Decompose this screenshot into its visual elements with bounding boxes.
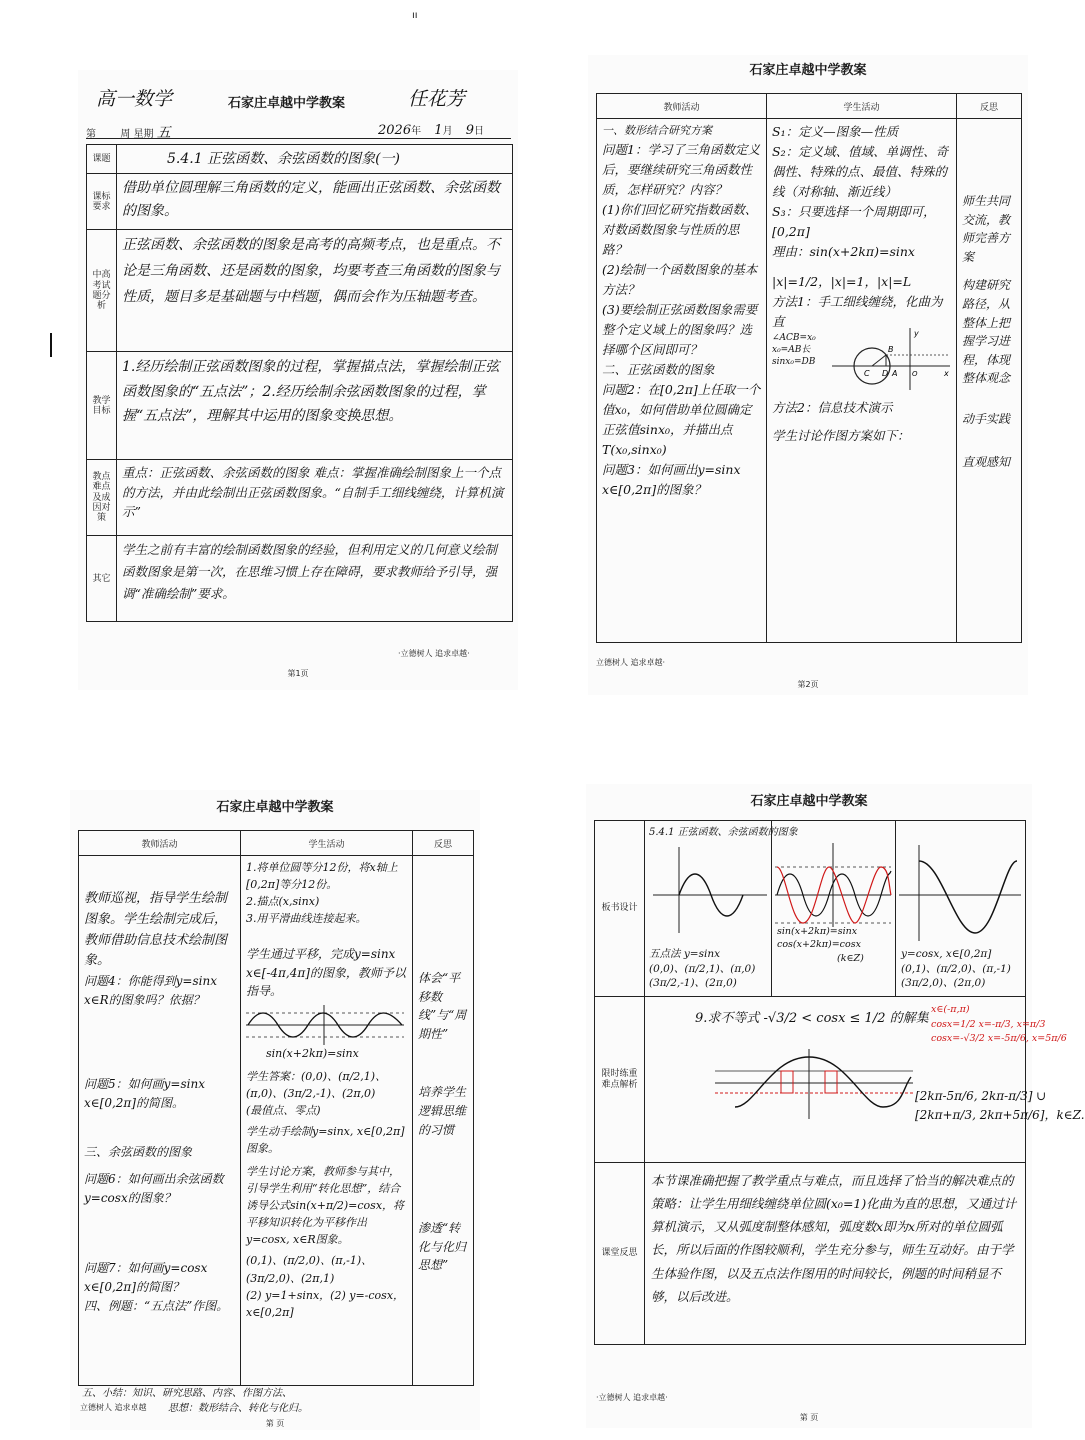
- row-label: 教学目标: [87, 352, 117, 460]
- text-line: (3π/2,-1)、(2π,0): [649, 977, 737, 990]
- table-header-row: [79, 831, 474, 856]
- exam-analysis-cell: 正弦函数、余弦函数的图象是高考的高频考点，也是重点。不论是三角函数、还是函数的图象，均要考查三角函数的图象与性质，题目多是基础题与中档题，偶而会作为压轴题考查。: [117, 230, 513, 352]
- label-c: C: [864, 369, 870, 378]
- day-label: 日: [474, 126, 485, 137]
- text-line: sinx₀=DB: [772, 357, 816, 368]
- table-row: [595, 997, 1026, 1163]
- cos-curve: [735, 1057, 911, 1107]
- unit-circle-figure: [772, 329, 951, 398]
- label-x: x: [944, 369, 949, 378]
- text-line: 学生通过平移，完成y=sinx x∈[-4π,4π]的图象，教师予以指导。: [246, 947, 406, 999]
- text-line: 体会“平移数线”与“周期性”: [418, 971, 467, 1041]
- school-title: 石家庄卓越中学教案: [749, 63, 867, 78]
- table-row: [87, 174, 513, 230]
- text-line: (最值点、零点): [246, 1104, 321, 1118]
- text-line: x∈(-π,π): [931, 1004, 970, 1015]
- col-header: 反思: [957, 94, 1022, 119]
- row-label: 板书设计: [595, 821, 645, 997]
- col-header: 反思: [413, 831, 474, 856]
- table-row: [595, 1163, 1026, 1345]
- table-row: [595, 821, 1026, 997]
- solution-region: [825, 1071, 837, 1093]
- text-line: 问题7：如何画y=cosx x∈[0,2π]的简图？: [84, 1260, 208, 1294]
- board-cell: [645, 821, 1026, 997]
- text-line: sin(x+2kπ)=sinx: [777, 926, 858, 937]
- text-line: (0,1)、(π/2,0)、(π,-1)、(3π/2,0)、(2π,1): [246, 1254, 373, 1285]
- text-line: 五点法 y=sinx: [649, 948, 720, 960]
- row-label: 限时练重难点解析: [595, 997, 645, 1163]
- class-reflection-cell: 本节课准确把握了教学重点与难点，而且选择了恰当的解决难点的策略：让学生用细线缠绕单位圆(x₀=1)化曲为直的思想，又通过计算机演示，又从弧度制整体感知，弧度数x即为x所对的单位圆弧长，所以后面的作图较顺利，学生充分参与，师生互动好。由于学生体验作图，以及五点法作图用的时间较长，例题的时间稍显不够，以后改进。: [645, 1163, 1026, 1345]
- col-header: 教师活动: [597, 94, 767, 119]
- reflection-cell: [957, 119, 1022, 643]
- label-b: B: [888, 345, 894, 354]
- teacher-activity-cell: [79, 856, 241, 1386]
- other-cell: 学生之前有丰富的绘制函数图象的经验，但利用定义的几何意义绘制函数图象是第一次，在思维习惯上存在障碍，要求教师给予引导，强调“准确绘制”要求。: [117, 536, 513, 622]
- week-prefix: 第: [86, 129, 96, 140]
- page-number: 第 页: [265, 1419, 285, 1428]
- table-row: [87, 145, 513, 174]
- text-line: (2) y=1+sinx，(2) y=-cosx，x∈[0,2π]: [246, 1288, 405, 1319]
- text-line: [2kπ+π/3, 2kπ+5π/6]，k∈Z.: [915, 1108, 1085, 1123]
- school-title: 石家庄卓越中学教案: [216, 800, 334, 815]
- table-row: [87, 352, 513, 460]
- text-line: [2kπ-5π/6, 2kπ-π/3] ∪: [915, 1089, 1047, 1103]
- cos-curve: [919, 861, 1017, 933]
- lesson-plan-page-3: [70, 790, 480, 1430]
- lesson-plan-page-1: [78, 70, 518, 690]
- row-label: 课标要求: [87, 174, 117, 230]
- month-label: 月: [442, 126, 453, 137]
- text-line: ∠ACB=x₀: [772, 333, 816, 343]
- school-title: 石家庄卓越中学教案: [750, 794, 868, 809]
- year: 2026: [378, 123, 412, 138]
- year-label: 年: [411, 126, 422, 137]
- col-header: 教师活动: [79, 831, 241, 856]
- text-line: 2.描点(x,sinx): [246, 895, 320, 909]
- table-row: [87, 460, 513, 536]
- student-activity-cell: [767, 119, 957, 643]
- label-a: A: [892, 369, 898, 378]
- footer-motto: ·立德树人 追求卓越·: [398, 649, 470, 658]
- text-line: cosx=1/2 x=-π/3, x=π/3: [931, 1018, 1046, 1030]
- text-line: y=cosx, x∈[0,2π]: [901, 948, 992, 960]
- activity-table: [596, 93, 1022, 643]
- text-line: 学生讨论方案，教师参与其中，引导学生利用“转化思想”，结合诱导公式sin(x+π/2)=cosx，将平移知识转化为平移作出y=cosx, x∈R图象。: [246, 1165, 405, 1247]
- summary-line: 五、小结：知识、研究思路、内容、作图方法、: [82, 1388, 292, 1399]
- teacher-activity-cell: [597, 119, 767, 643]
- board-mid-notes: [777, 925, 864, 965]
- text-line: (3π/2,0)、(2π,0): [901, 977, 986, 990]
- label-o: O: [912, 370, 918, 378]
- text-line: (1)你们回忆研究指数函数、对数函数图象与性质的思路？: [602, 201, 758, 257]
- text-line: 问题2：在[0,2π]上任取一个值x₀，如何借助单位圆确定正弦值sinx₀，并描出点T(x₀,sinx₀): [602, 381, 761, 457]
- lesson-plan-page-2: [588, 55, 1028, 695]
- text-line: 学生答案：(0,0)、(π/2,1)、(π,0)、(3π/2,-1)、(2π,0): [246, 1070, 387, 1101]
- text-line: 问题5：如何画y=sinx x∈[0,2π]的简图。: [84, 1076, 205, 1110]
- text-line: 3.用平滑曲线连接起来。: [246, 912, 367, 926]
- unit-circle-diagram: [832, 326, 952, 392]
- text-line: S₃：只要选择一个周期即可，[0,2π]: [772, 204, 936, 239]
- lesson-plan-page-4: [586, 784, 1085, 1428]
- text-line: 问题4：你能得到y=sinx x∈R的图象吗？依据？: [84, 974, 217, 1008]
- week-mid: 周 星期: [120, 129, 154, 140]
- text-line: sin(x+2kπ)=sinx: [266, 1046, 359, 1060]
- board-right-notes: [901, 947, 1011, 991]
- board-title: 5.4.1 正弦函数、余弦函数的图象: [649, 827, 798, 838]
- text-line: 方法2：信息技术演示: [772, 400, 893, 415]
- table-row: [87, 230, 513, 352]
- scan-edge-mark: [50, 333, 52, 357]
- row-label: 其它: [87, 536, 117, 622]
- text-line: 问题1：学习了三角函数定义后，要继续研究三角函数性质，怎样研究？内容？: [602, 141, 760, 197]
- text-line: 师生共同交流，教师完善方案: [962, 194, 1011, 264]
- text-line: (3)要绘制正弦函数图象需要整个定义域上的图象吗？选择哪个区间即可？: [602, 301, 758, 357]
- text-line: x₀=AB长: [772, 345, 811, 356]
- table-row: [79, 856, 474, 1386]
- col-header: 学生活动: [767, 94, 957, 119]
- text-line: 构建研究路径，从整体上把握学习进程，体现整体观念: [962, 278, 1011, 386]
- practice-cell: [645, 997, 1085, 1163]
- topic-cell: 5.4.1 正弦函数、余弦函数的图象(一): [117, 145, 513, 174]
- text-line: 问题6：如何画出余弦函数y=cosx的图象？: [84, 1172, 224, 1206]
- footer-motto: ·立德树人 追求卓越·: [596, 1393, 668, 1402]
- text-line: (0,0)、(π/2,1)、(π,0): [649, 962, 756, 975]
- page-number: 第2页: [797, 680, 819, 689]
- text-line: 1.将单位圆等分12份，将x轴上[0,2π]等分12份。: [246, 861, 398, 892]
- practice-question: 9.求不等式 -√3/2 < cosx ≤ 1/2 的解集: [695, 1011, 929, 1026]
- text-line: 方法1：手工细线缠绕，化曲为直: [772, 294, 943, 329]
- footer-motto: 立德树人 追求卓越: [80, 1403, 147, 1412]
- weekday: 五: [156, 125, 171, 141]
- text-line: S₁：定义—图象—性质: [772, 124, 899, 139]
- col-header: 学生活动: [241, 831, 413, 856]
- key-points-cell: 重点：正弦函数、余弦函数的图象 难点：掌握准确绘制图象上一个点的方法，并由此绘制出正弦函数图象。“自制手工细线缠绕，计算机演示”: [117, 460, 513, 536]
- reflection-cell: [413, 856, 474, 1386]
- goals-cell: 1.经历绘制正弦函数图象的过程，掌握描点法，掌握绘制正弦函数图象的“五点法”；2.经历绘制余弦函数图象的过程，掌握“五点法”，理解其中运用的图象变换思想。: [117, 352, 513, 460]
- practice-graph: [715, 1047, 915, 1121]
- text-line: cos(x+2kπ)=cosx: [777, 939, 861, 951]
- standard-cell: 借助单位圆理解三角函数的定义，能画出正弦函数、余弦函数的图象。: [117, 174, 513, 230]
- summary-thought: 思想：数形结合、转化与化归。: [168, 1403, 308, 1414]
- text-line: 四、例题：“五点法”作图。: [84, 1298, 229, 1313]
- text-line: 渗透“转化与化归思想”: [418, 1221, 467, 1273]
- text-line: 动手实践: [962, 411, 1011, 426]
- text-line: (k∈Z): [837, 952, 864, 964]
- row-label: 课题: [87, 145, 117, 174]
- text-line: 三、余弦函数的图象: [84, 1144, 193, 1159]
- board-left-notes: [649, 947, 755, 991]
- solution-region: [781, 1071, 793, 1093]
- day: 9: [465, 123, 475, 138]
- table-row: [87, 536, 513, 622]
- table-row: [597, 119, 1022, 643]
- activity-table: [78, 830, 474, 1386]
- text-line: |x|=1/2，|x|=1，|x|=L: [772, 274, 912, 289]
- row-label: 教点难点及成因对策: [87, 460, 117, 536]
- text-line: (0,1)、(π/2,0)、(π,-1): [901, 962, 1011, 975]
- page-number: 第1页: [287, 669, 309, 678]
- date-line: [86, 122, 511, 139]
- label-y: y: [914, 329, 919, 338]
- text-line: 理由：sin(x+2kπ)=sinx: [772, 244, 915, 259]
- practice-answer: [915, 1087, 1085, 1125]
- lesson-info-table: [86, 144, 513, 622]
- student-activity-cell: [241, 856, 413, 1386]
- scan-mark: ıı: [412, 10, 418, 21]
- label-d: D: [882, 369, 889, 378]
- text-line: (2)绘制一个函数图象的基本方法？: [602, 261, 758, 297]
- text-line: 学生讨论作图方案如下：: [772, 428, 910, 443]
- month: 1: [434, 123, 443, 138]
- page-number: 第 页: [799, 1413, 819, 1422]
- row-label: 中高考试题分析: [87, 230, 117, 352]
- text-line: 问题3：如何画出y=sinx x∈[0,2π]的图象？: [602, 461, 741, 497]
- text-line: 教师巡视，指导学生绘制图象。学生绘制完成后，教师借助信息技术绘制图象。: [84, 891, 228, 969]
- text-line: 一、数形结合研究方案: [602, 124, 712, 137]
- text-line: S₂：定义域、值域、单调性、奇偶性、特殊的点、最值、特殊的线（对称轴、渐近线）: [772, 144, 949, 199]
- board-design-table: [594, 820, 1085, 1345]
- teacher-name: 任花芳: [408, 88, 466, 110]
- footer-motto: 立德树人 追求卓越·: [596, 658, 666, 667]
- table-header-row: [597, 94, 1022, 119]
- school-title: 石家庄卓越中学教案: [228, 96, 346, 111]
- text-line: 学生动手绘制y=sinx, x∈[0,2π]图象。: [246, 1125, 405, 1156]
- text-line: 培养学生逻辑思维的习惯: [418, 1085, 467, 1137]
- row-label: 课堂反思: [595, 1163, 645, 1345]
- subject-handwritten: 高一数学: [96, 88, 173, 110]
- practice-red-notes: [931, 1003, 1067, 1047]
- text-line: 二、正弦函数的图象: [602, 361, 715, 377]
- text-line: cosx=-√3/2 x=-5π/6, x=5π/6: [931, 1033, 1067, 1045]
- text-line: 直观感知: [962, 454, 1011, 469]
- sine-wave-sketch: [246, 1005, 406, 1045]
